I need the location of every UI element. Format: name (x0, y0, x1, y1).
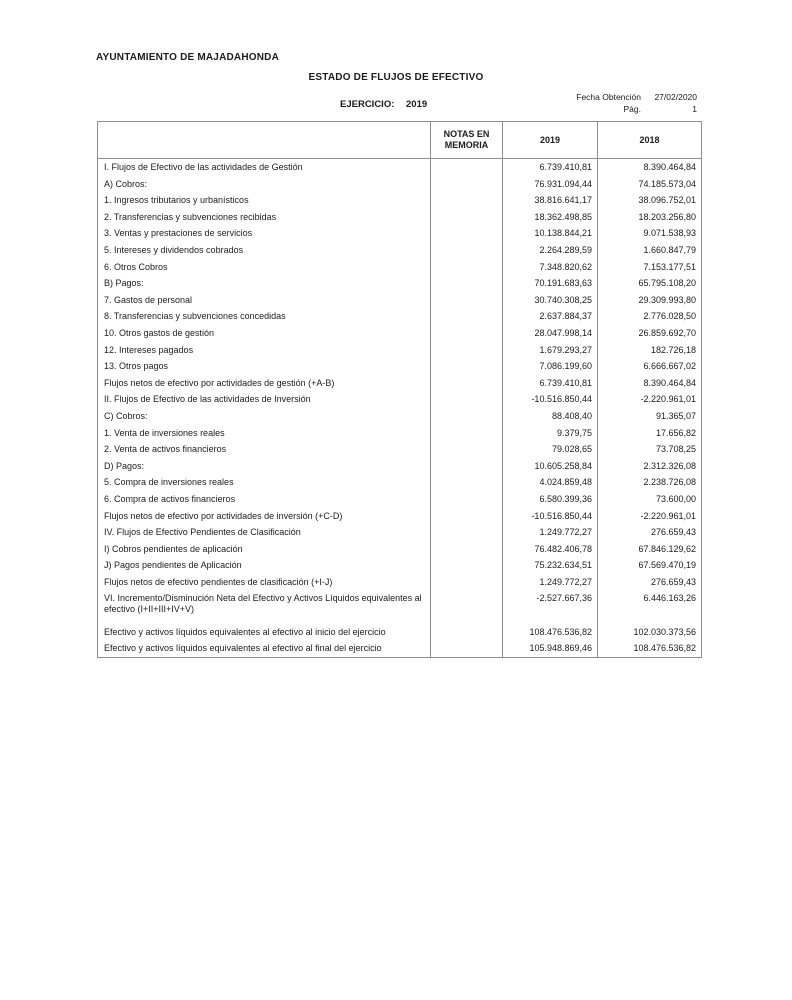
row-notas-cell (431, 491, 503, 508)
row-value-2018: 8.390.464,84 (643, 162, 696, 173)
row-notas-cell (431, 590, 503, 623)
row-value-2018: 182.726,18 (650, 344, 696, 355)
table-row (98, 491, 701, 508)
row-label: 3. Ventas y prestaciones de servicios (98, 225, 431, 242)
row-value-2018: 74.185.573,04 (638, 178, 696, 189)
row-notas-cell (431, 292, 503, 309)
row-label: 7. Gastos de personal (98, 292, 431, 309)
row-value-2018: 91.365,07 (655, 410, 696, 421)
row-value-2018: 73.600,00 (655, 493, 696, 504)
row-value-2018: 9.071.538,93 (643, 228, 696, 239)
row-label: I. Flujos de Efectivo de las actividades de Gestión (98, 159, 431, 176)
row-value-2019: 79.028,65 (503, 441, 598, 458)
row-label: 1. Ingresos tributarios y urbanísticos (98, 192, 431, 209)
row-value-2018: 7.153.177,51 (643, 261, 696, 272)
row-value-2018: 67.569.470,19 (638, 560, 696, 571)
organization-name: AYUNTAMIENTO DE MAJADAHONDA (96, 52, 280, 63)
row-label: 12. Intereses pagados (98, 342, 431, 359)
row-label: 1. Venta de inversiones reales (98, 425, 431, 442)
row-notas-cell (431, 209, 503, 226)
row-notas-cell (431, 176, 503, 193)
row-value-2018: 2.312.326,08 (643, 460, 696, 471)
row-value-2019: 105.948.869,46 (503, 640, 598, 657)
cash-flow-table (97, 121, 702, 658)
row-notas-cell (431, 408, 503, 425)
table-row (98, 474, 701, 491)
table-row (98, 458, 701, 475)
table-row (98, 408, 701, 425)
row-value-2018: 65.795.108,20 (638, 278, 696, 289)
row-label: B) Pagos: (98, 275, 431, 292)
row-label: Flujos netos de efectivo por actividades de inversión (+C-D) (98, 507, 431, 524)
fecha-obtencion-value: 27/02/2020 (654, 92, 697, 102)
page-number: 1 (692, 104, 697, 114)
fecha-obtencion-label: Fecha Obtención (576, 92, 641, 102)
row-value-2019: 38.816.641,17 (503, 192, 598, 209)
table-row (98, 375, 701, 392)
row-label: 5. Compra de inversiones reales (98, 474, 431, 491)
row-label: 10. Otros gastos de gestión (98, 325, 431, 342)
row-value-2018: 38.096.752,01 (638, 195, 696, 206)
row-label: Efectivo y activos líquidos equivalentes al efectivo al inicio del ejercicio (98, 624, 431, 641)
row-notas-cell (431, 557, 503, 574)
header-notas-en-memoria: NOTAS EN MEMORIA (431, 122, 503, 158)
row-notas-cell (431, 640, 503, 657)
row-value-2019: 10.138.844,21 (503, 225, 598, 242)
row-value-2019: 70.191.683,63 (503, 275, 598, 292)
page-number-row (537, 103, 697, 115)
table-row (98, 358, 701, 375)
row-label: 13. Otros pagos (98, 358, 431, 375)
row-notas-cell (431, 325, 503, 342)
table-row (98, 557, 701, 574)
row-label: II. Flujos de Efectivo de las actividades de Inversión (98, 391, 431, 408)
row-value-2019: 7.086.199,60 (503, 358, 598, 375)
row-notas-cell (431, 624, 503, 641)
row-label: IV. Flujos de Efectivo Pendientes de Clasificación (98, 524, 431, 541)
row-label: VI. Incremento/Disminución Neta del Efectivo y Activos Líquidos equivalentes al efectivo (I+II+III+IV+V) (98, 590, 431, 623)
row-notas-cell (431, 242, 503, 259)
row-value-2019: 6.739.410,81 (503, 159, 598, 176)
row-value-2019: 18.362.498,85 (503, 209, 598, 226)
row-notas-cell (431, 391, 503, 408)
row-value-2019: 7.348.820,62 (503, 259, 598, 276)
row-value-2019: 28.047.998,14 (503, 325, 598, 342)
row-value-2018: 6.446.163,26 (643, 593, 696, 604)
row-notas-cell (431, 375, 503, 392)
row-value-2019: 30.740.308,25 (503, 292, 598, 309)
row-notas-cell (431, 275, 503, 292)
row-notas-cell (431, 259, 503, 276)
row-value-2019: 1.249.772,27 (503, 574, 598, 591)
table-row (98, 292, 701, 309)
row-label: J) Pagos pendientes de Aplicación (98, 557, 431, 574)
row-value-2018: 276.659,43 (650, 576, 696, 587)
table-row (98, 640, 701, 657)
table-row (98, 507, 701, 524)
table-row (98, 325, 701, 342)
row-label: 8. Transferencias y subvenciones concedidas (98, 308, 431, 325)
row-label: 6. Compra de activos financieros (98, 491, 431, 508)
row-value-2019: 4.024.859,48 (503, 474, 598, 491)
header-concepts-cell (98, 122, 431, 158)
table-row (98, 192, 701, 209)
meta-block (537, 91, 697, 115)
row-label: 6. Otros Cobros (98, 259, 431, 276)
table-row (98, 225, 701, 242)
row-value-2019: 88.408,40 (503, 408, 598, 425)
row-label: C) Cobros: (98, 408, 431, 425)
row-value-2019: 10.605.258,84 (503, 458, 598, 475)
page-title: ESTADO DE FLUJOS DE EFECTIVO (308, 72, 484, 83)
table-row (98, 624, 701, 641)
row-notas-cell (431, 458, 503, 475)
row-value-2018: -2.220.961,01 (640, 510, 696, 521)
row-value-2019: 2.637.884,37 (503, 308, 598, 325)
row-notas-cell (431, 441, 503, 458)
row-label: 2. Transferencias y subvenciones recibidas (98, 209, 431, 226)
row-notas-cell (431, 541, 503, 558)
row-notas-cell (431, 474, 503, 491)
table-row (98, 574, 701, 591)
row-value-2019: 1.679.293,27 (503, 342, 598, 359)
row-value-2018: 276.659,43 (650, 527, 696, 538)
table-header-row (98, 122, 701, 159)
row-value-2018: 18.203.256,80 (638, 211, 696, 222)
table-row (98, 524, 701, 541)
row-value-2019: 75.232.634,51 (503, 557, 598, 574)
table-row (98, 176, 701, 193)
row-label: A) Cobros: (98, 176, 431, 193)
row-value-2019: 6.739.410,81 (503, 375, 598, 392)
row-value-2018: 102.030.373,56 (633, 626, 696, 637)
row-value-2018: 73.708,25 (655, 444, 696, 455)
table-row (98, 275, 701, 292)
table-row (98, 159, 701, 176)
row-label: 5. Intereses y dividendos cobrados (98, 242, 431, 259)
row-label: Flujos netos de efectivo pendientes de clasificación (+I-J) (98, 574, 431, 591)
table-row (98, 441, 701, 458)
row-value-2018: 8.390.464,84 (643, 377, 696, 388)
row-value-2018: 1.660.847,79 (643, 245, 696, 256)
header-year-2018: 2018 (639, 134, 660, 145)
row-value-2018: 108.476.536,82 (633, 643, 696, 654)
row-notas-cell (431, 225, 503, 242)
row-value-2019: 9.379,75 (503, 425, 598, 442)
row-label: Efectivo y activos líquidos equivalentes al efectivo al final del ejercicio (98, 640, 431, 657)
row-notas-cell (431, 425, 503, 442)
row-value-2018: 17.656,82 (655, 427, 696, 438)
row-value-2019: -10.516.850,44 (503, 391, 598, 408)
table-row (98, 425, 701, 442)
fecha-obtencion-row (537, 91, 697, 103)
row-label: Flujos netos de efectivo por actividades de gestión (+A-B) (98, 375, 431, 392)
row-value-2018: 6.666.667,02 (643, 361, 696, 372)
row-notas-cell (431, 507, 503, 524)
table-row (98, 209, 701, 226)
page-label: Pág. (623, 104, 641, 114)
table-row (98, 308, 701, 325)
row-value-2019: 76.931.094,44 (503, 176, 598, 193)
row-value-2019: 6.580.399,36 (503, 491, 598, 508)
ejercicio-label: EJERCICIO: (340, 99, 395, 110)
table-row (98, 541, 701, 558)
row-value-2019: 1.249.772,27 (503, 524, 598, 541)
header-year-2019: 2019 (503, 122, 598, 158)
row-value-2018: 29.309.993,80 (638, 294, 696, 305)
row-notas-cell (431, 192, 503, 209)
row-value-2019: 2.264.289,59 (503, 242, 598, 259)
row-notas-cell (431, 342, 503, 359)
ejercicio-line (340, 99, 427, 110)
row-value-2018: 2.776.028,50 (643, 311, 696, 322)
row-notas-cell (431, 574, 503, 591)
row-notas-cell (431, 524, 503, 541)
row-value-2018: 26.859.692,70 (638, 327, 696, 338)
row-notas-cell (431, 358, 503, 375)
row-value-2018: -2.220.961,01 (640, 394, 696, 405)
row-label: 2. Venta de activos financieros (98, 441, 431, 458)
table-row (98, 391, 701, 408)
row-value-2019: -2.527.667,36 (503, 590, 598, 623)
row-label: D) Pagos: (98, 458, 431, 475)
ejercicio-value: 2019 (406, 99, 428, 110)
row-value-2019: -10.516.850,44 (503, 507, 598, 524)
table-body (98, 159, 701, 657)
row-label: I) Cobros pendientes de aplicación (98, 541, 431, 558)
row-notas-cell (431, 308, 503, 325)
table-row (98, 242, 701, 259)
row-notas-cell (431, 159, 503, 176)
row-value-2019: 76.482.406,78 (503, 541, 598, 558)
row-value-2019: 108.476.536,82 (503, 624, 598, 641)
row-value-2018: 67.846.129,62 (638, 543, 696, 554)
table-row (98, 259, 701, 276)
table-row (98, 590, 701, 623)
table-row (98, 342, 701, 359)
row-value-2018: 2.238.726,08 (643, 477, 696, 488)
